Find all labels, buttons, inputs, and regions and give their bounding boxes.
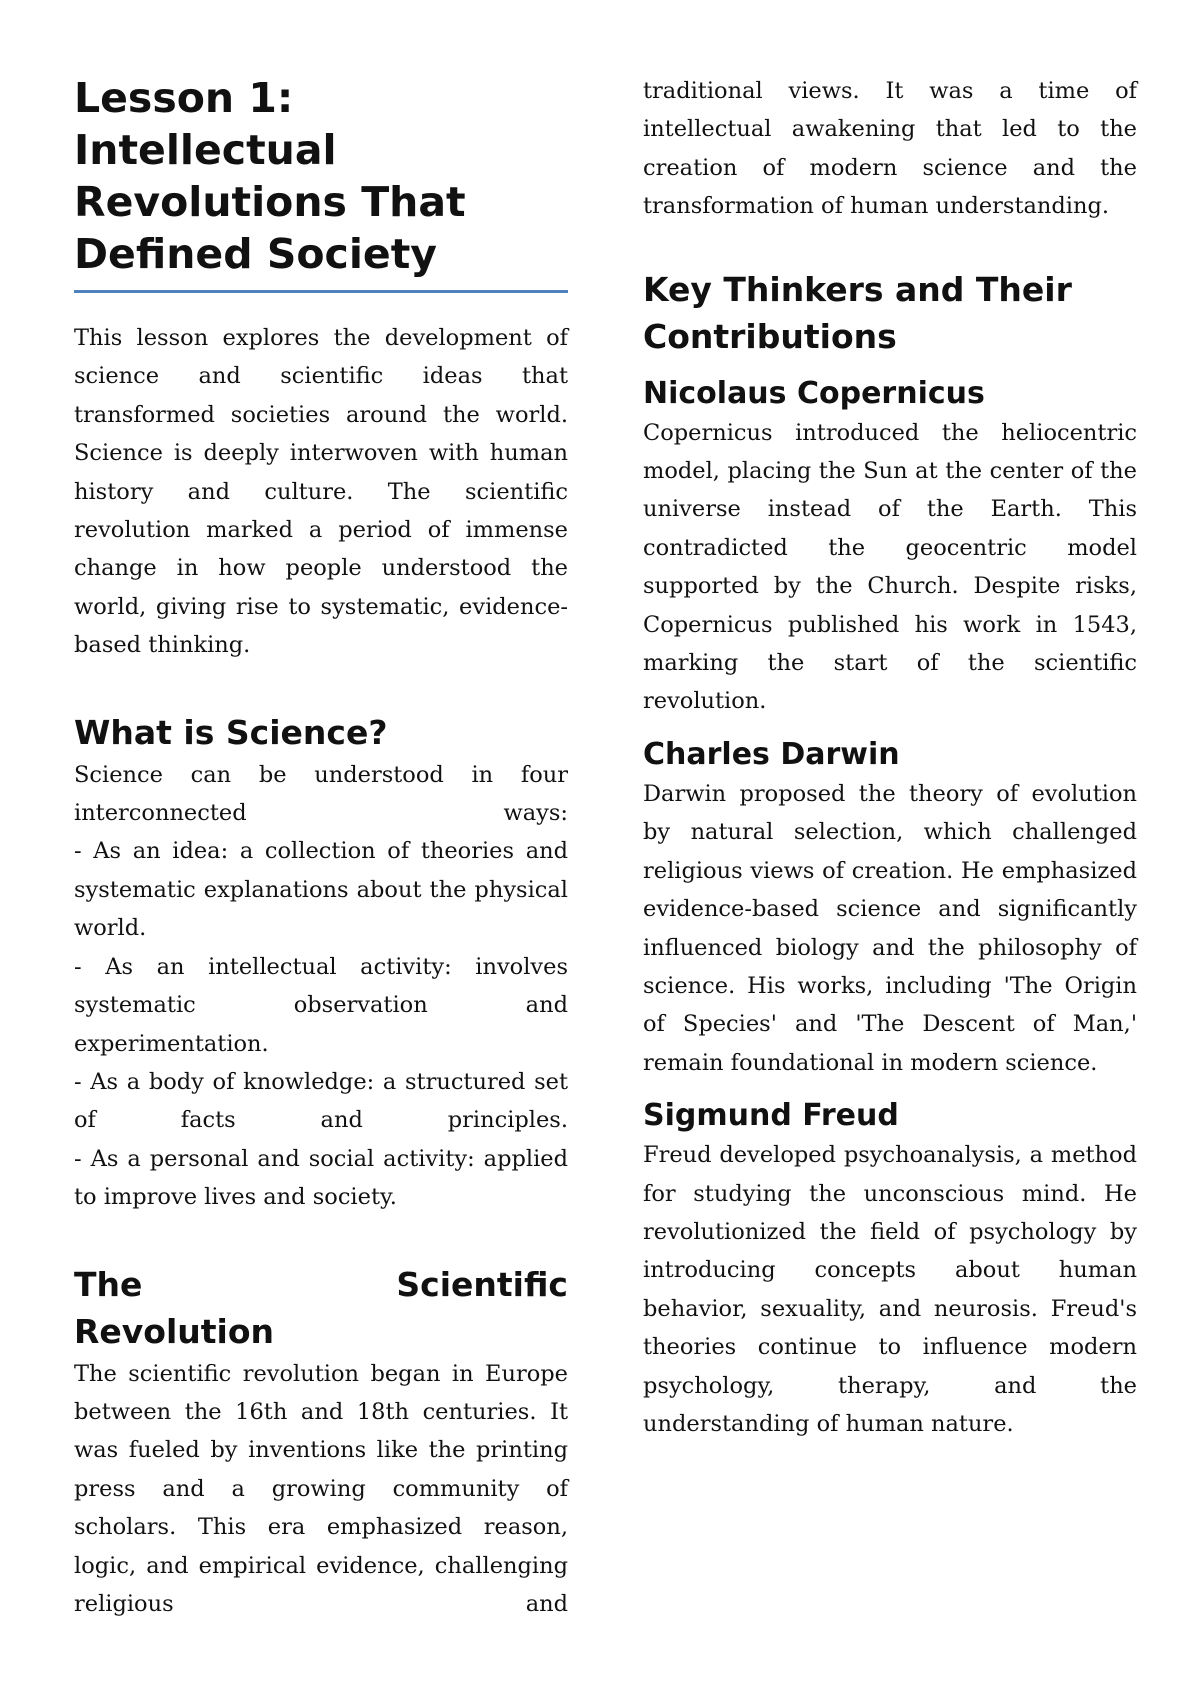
science-point-activity: - As an intellectual activity: involves systematic observation and experimentation. [74, 953, 568, 1057]
scientific-revolution-text-left: The scientific revolution began in Europe between the 16th and 18th centuries. It was fueled by inventions like the printing press and a growing community of scholars. This era emphasized reason, logic, and empirical evidence, challenging religious and [74, 1360, 568, 1617]
page-title: Lesson 1: Intellectual Revolutions That Defined Society [74, 72, 568, 293]
science-point-social: - As a personal and social activity: applied to improve lives and society. [74, 1145, 568, 1211]
thinker-name-copernicus: Nicolaus Copernicus [643, 375, 985, 411]
section-heading-scientific-revolution [74, 1261, 568, 1355]
right-column [643, 72, 1137, 1443]
what-is-science-lead: Science can be understood in four interconnected ways: [74, 761, 568, 827]
heading-word-the: The [74, 1264, 143, 1304]
science-point-knowledge: - As a body of knowledge: a structured set of facts and principles. [74, 1068, 568, 1134]
thinker-name-freud: Sigmund Freud [643, 1098, 899, 1134]
left-column [74, 62, 568, 1623]
thinker-text-freud: Freud developed psychoanalysis, a method for studying the unconscious mind. He revolutionized the field of psychology by introducing concepts about human behavior, sexuality, and neurosis. Freud's theories continue to influence modern psychology, therapy, and the understanding of human nature. [643, 1142, 1137, 1437]
heading-word-revolution: Revolution [74, 1311, 275, 1351]
scientific-revolution-text-right: traditional views. It was a time of intellectual awakening that led to the creation of modern science and the transformation of human understanding. [643, 78, 1137, 220]
thinker-text-copernicus: Copernicus introduced the heliocentric model, placing the Sun at the center of the universe instead of the Earth. This contradicted the geocentric model supported by the Church. Despite risks, Copernicus published his work in 1543, marking the start of the scientific revolution. [643, 419, 1137, 715]
section-heading-key-thinkers: Key Thinkers and Their Contributions [643, 269, 1072, 356]
what-is-science-body [74, 756, 568, 1217]
thinker-name-darwin: Charles Darwin [643, 736, 900, 772]
thinker-text-darwin: Darwin proposed the theory of evolution by natural selection, which challenged religious views of creation. He emphasized evidence-based science and significantly influenced biology and the philosophy of science. His works, including 'The Origin of Species' and 'The Descent of Man,' remain foundational in modern science. [643, 780, 1137, 1076]
science-point-idea: - As an idea: a collection of theories and systematic explanations about the physical world. [74, 838, 568, 942]
heading-word-scientific: Scientific [396, 1264, 568, 1304]
intro-paragraph: This lesson explores the development of science and scientific ideas that transformed societies around the world. Science is deeply interwoven with human history and culture. The scientific revolution marked a period of immense change in how people understood the world, giving rise to systematic, evidence-based thinking. [74, 325, 568, 659]
section-heading-what-is-science: What is Science? [74, 712, 388, 752]
